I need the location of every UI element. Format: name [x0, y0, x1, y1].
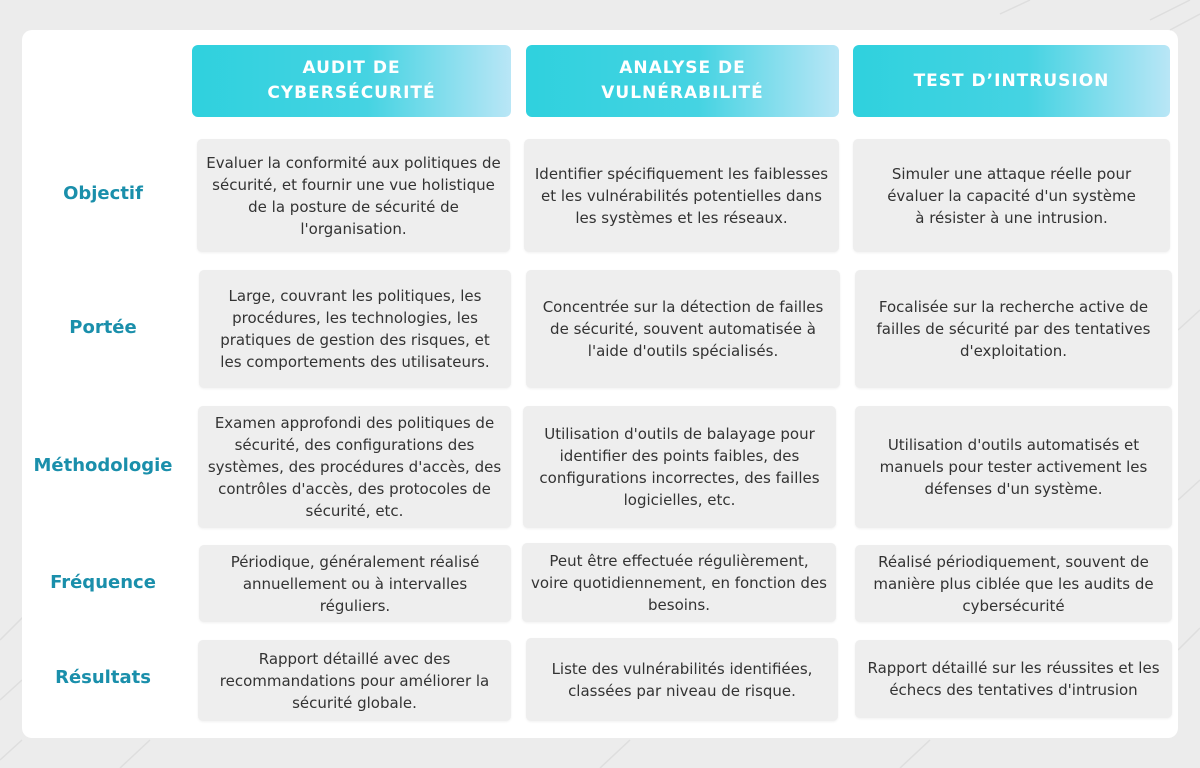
column-header-analyse: ANALYSE DE VULNÉRABILITÉ [526, 45, 839, 117]
cell-resultats-analyse [526, 638, 838, 721]
cell-text: Focalisée sur la recherche active de failles de sécurité par des tentatives d'exploitation. [876, 298, 1151, 360]
cell-text: Utilisation d'outils automatisés et manuels pour tester activement les défenses d'un système. [879, 436, 1148, 498]
cell-frequence-analyse [522, 543, 836, 622]
cell-text: Utilisation d'outils de balayage pour identifier des points faibles, des configurations incorrectes, des failles logicielles, etc. [539, 425, 820, 509]
cell-methodologie-audit [198, 406, 511, 528]
cell-text: Réalisé périodiquement, souvent de manière plus ciblée que les audits de cybersécurité [873, 552, 1154, 615]
cell-methodologie-analyse [523, 406, 836, 528]
cell-methodologie-test [855, 406, 1172, 528]
cell-resultats-audit [198, 640, 511, 721]
cell-text: Rapport détaillé sur les réussites et les échecs des tentatives d'intrusion [867, 659, 1160, 699]
cell-text: Concentrée sur la détection de failles de sécurité, souvent automatisée à l'aide d'outils spécialisés. [542, 298, 824, 360]
cell-objectif-analyse [524, 139, 839, 252]
row-label-methodologie: Méthodologie [33, 455, 173, 476]
cell-text: Large, couvrant les politiques, les procédures, les technologies, les pratiques de gestion des risques, et les comportements des utilisateurs. [220, 287, 490, 371]
cell-portee-test [855, 270, 1172, 388]
column-header-test: TEST D’INTRUSION [853, 45, 1170, 117]
row-label-portee: Portée [69, 317, 137, 338]
row-label-frequence: Fréquence [50, 572, 156, 593]
cell-text: Examen approfondi des politiques de sécurité, des configurations des systèmes, des procédures d'accès, des contrôles d'accès, des protocoles de sécurité, etc. [207, 414, 502, 520]
cell-text: Identifier spécifiquement les faiblesses et les vulnérabilités potentielles dans les systèmes et les réseaux. [534, 164, 829, 227]
cell-text: Liste des vulnérabilités identifiées, classées par niveau de risque. [551, 659, 813, 700]
cell-frequence-audit [199, 545, 511, 622]
cell-objectif-test [853, 139, 1170, 252]
cell-portee-analyse [526, 270, 840, 388]
cell-portee-audit [199, 270, 511, 388]
cell-objectif-audit [197, 139, 510, 252]
cell-text: Evaluer la conformité aux politiques de sécurité, et fournir une vue holistique de la posture de sécurité de l'organisation. [206, 153, 501, 238]
cell-text: Peut être effectuée régulièrement, voire quotidiennement, en fonction des besoins. [530, 551, 827, 614]
column-header-audit: AUDIT DE CYBERSÉCURITÉ [192, 45, 511, 117]
cell-resultats-test [855, 640, 1172, 718]
row-label-objectif: Objectif [63, 183, 143, 204]
cell-text: Simuler une attaque réelle pour évaluer la capacité d'un système à résister à une intrusion. [887, 164, 1136, 227]
row-label-resultats: Résultats [55, 667, 151, 688]
cell-text: Périodique, généralement réalisé annuellement ou à intervalles réguliers. [230, 552, 480, 615]
cell-text: Rapport détaillé avec des recommandations pour améliorer la sécurité globale. [219, 649, 490, 712]
cell-frequence-test [855, 545, 1172, 622]
